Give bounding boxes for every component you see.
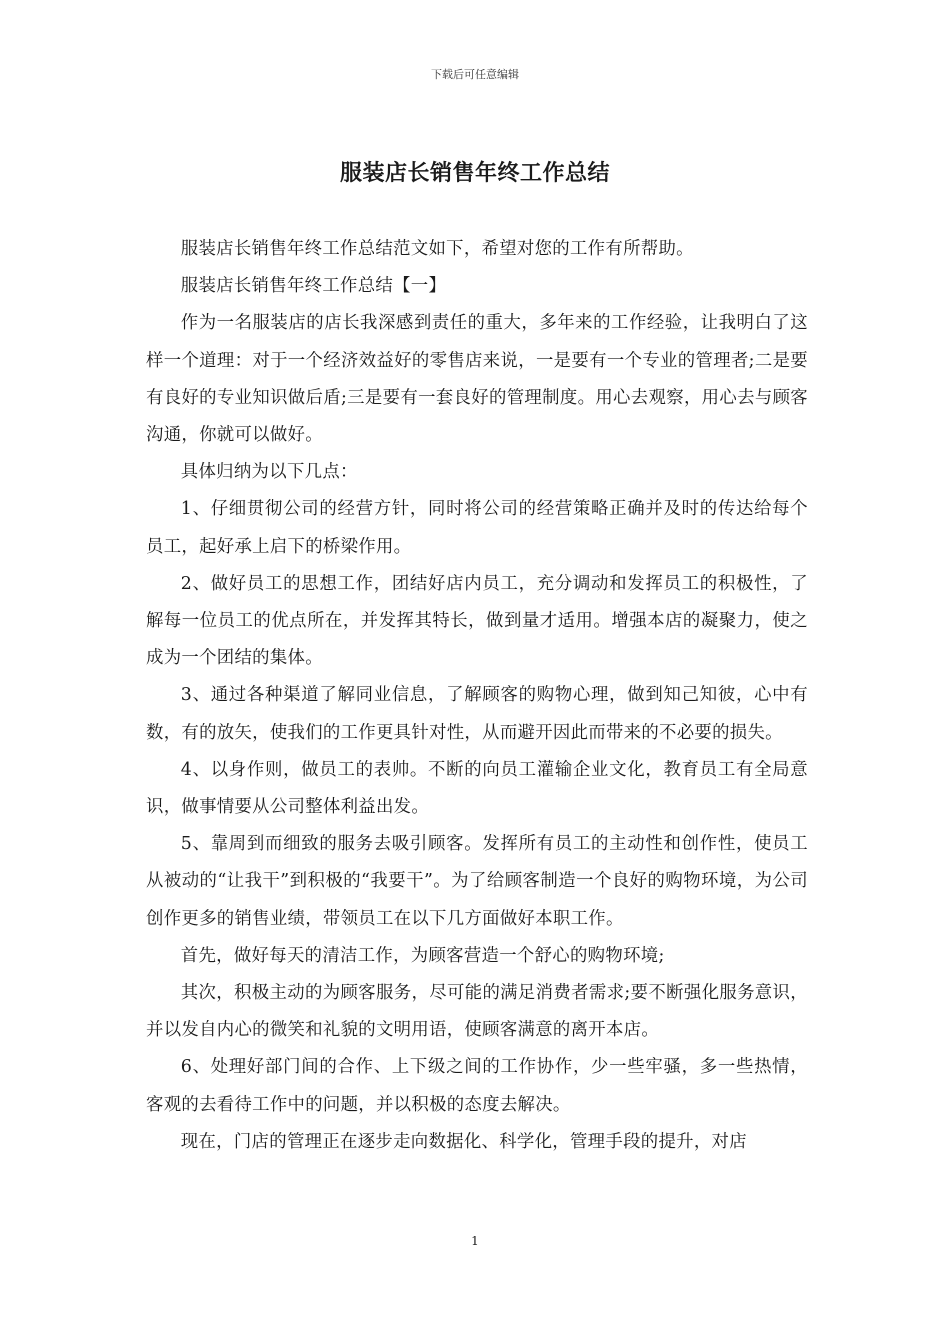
paragraph: 其次，积极主动的为顾客服务，尽可能的满足消费者需求;要不断强化服务意识，并以发自内心的微笑和礼貌的文明用语，使顾客满意的离开本店。 — [146, 983, 808, 1041]
document-title: 服装店长销售年终工作总结 — [339, 160, 610, 186]
list-item-6: 6、处理好部门间的合作、上下级之间的工作协作，少一些牢骚，多一些热情，客观的去看待工作中的问题，并以积极的态度去解决。 — [146, 1057, 808, 1115]
header-note: 下载后可任意编辑 — [431, 68, 519, 81]
section-heading: 服装店长销售年终工作总结【一】 — [180, 276, 447, 297]
list-item-1: 1、仔细贯彻公司的经营方针，同时将公司的经营策略正确并及时的传达给每个员工，起好承上启下的桥梁作用。 — [146, 499, 808, 557]
page-number: 1 — [471, 1234, 479, 1248]
list-item-4: 4、以身作则，做员工的表帅。不断的向员工灌输企业文化，教育员工有全局意识，做事情要从公司整体利益出发。 — [146, 759, 808, 818]
paragraph: 首先，做好每天的清洁工作，为顾客营造一个舒心的购物环境; — [180, 945, 665, 966]
list-item-2: 2、做好员工的思想工作，团结好店内员工，充分调动和发挥员工的积极性，了解每一位员工的优点所在，并发挥其特长，做到量才适用。增强本店的凝聚力，使之成为一个团结的集体。 — [146, 573, 808, 669]
paragraph: 现在，门店的管理正在逐步走向数据化、科学化，管理手段的提升，对店 — [180, 1131, 747, 1152]
paragraph: 作为一名服装店的店长我深感到责任的重大，多年来的工作经验，让我明白了这样一个道理：对于一个经济效益好的零售店来说，一是要有一个专业的管理者;二是要有良好的专业知识做后盾;三是要有一套良好的管理制度。用心去观察，用心去与顾客沟通，你就可以做好。 — [146, 313, 808, 446]
document-body — [146, 231, 808, 1161]
list-item-5: 5、靠周到而细致的服务去吸引顾客。发挥所有员工的主动性和创作性，使员工从被动的“让我干”到积极的“我要干”。为了给顾客制造一个良好的购物环境，为公司创作更多的销售业绩，带领员工在以下几方面做好本职工作。 — [146, 834, 808, 929]
list-item-3: 3、通过各种渠道了解同业信息，了解顾客的购物心理，做到知己知彼，心中有数，有的放矢，使我们的工作更具针对性，从而避开因此而带来的不必要的损失。 — [146, 685, 808, 743]
paragraph: 具体归纳为以下几点： — [180, 462, 358, 483]
paragraph-intro: 服装店长销售年终工作总结范文如下，希望对您的工作有所帮助。 — [180, 239, 694, 259]
